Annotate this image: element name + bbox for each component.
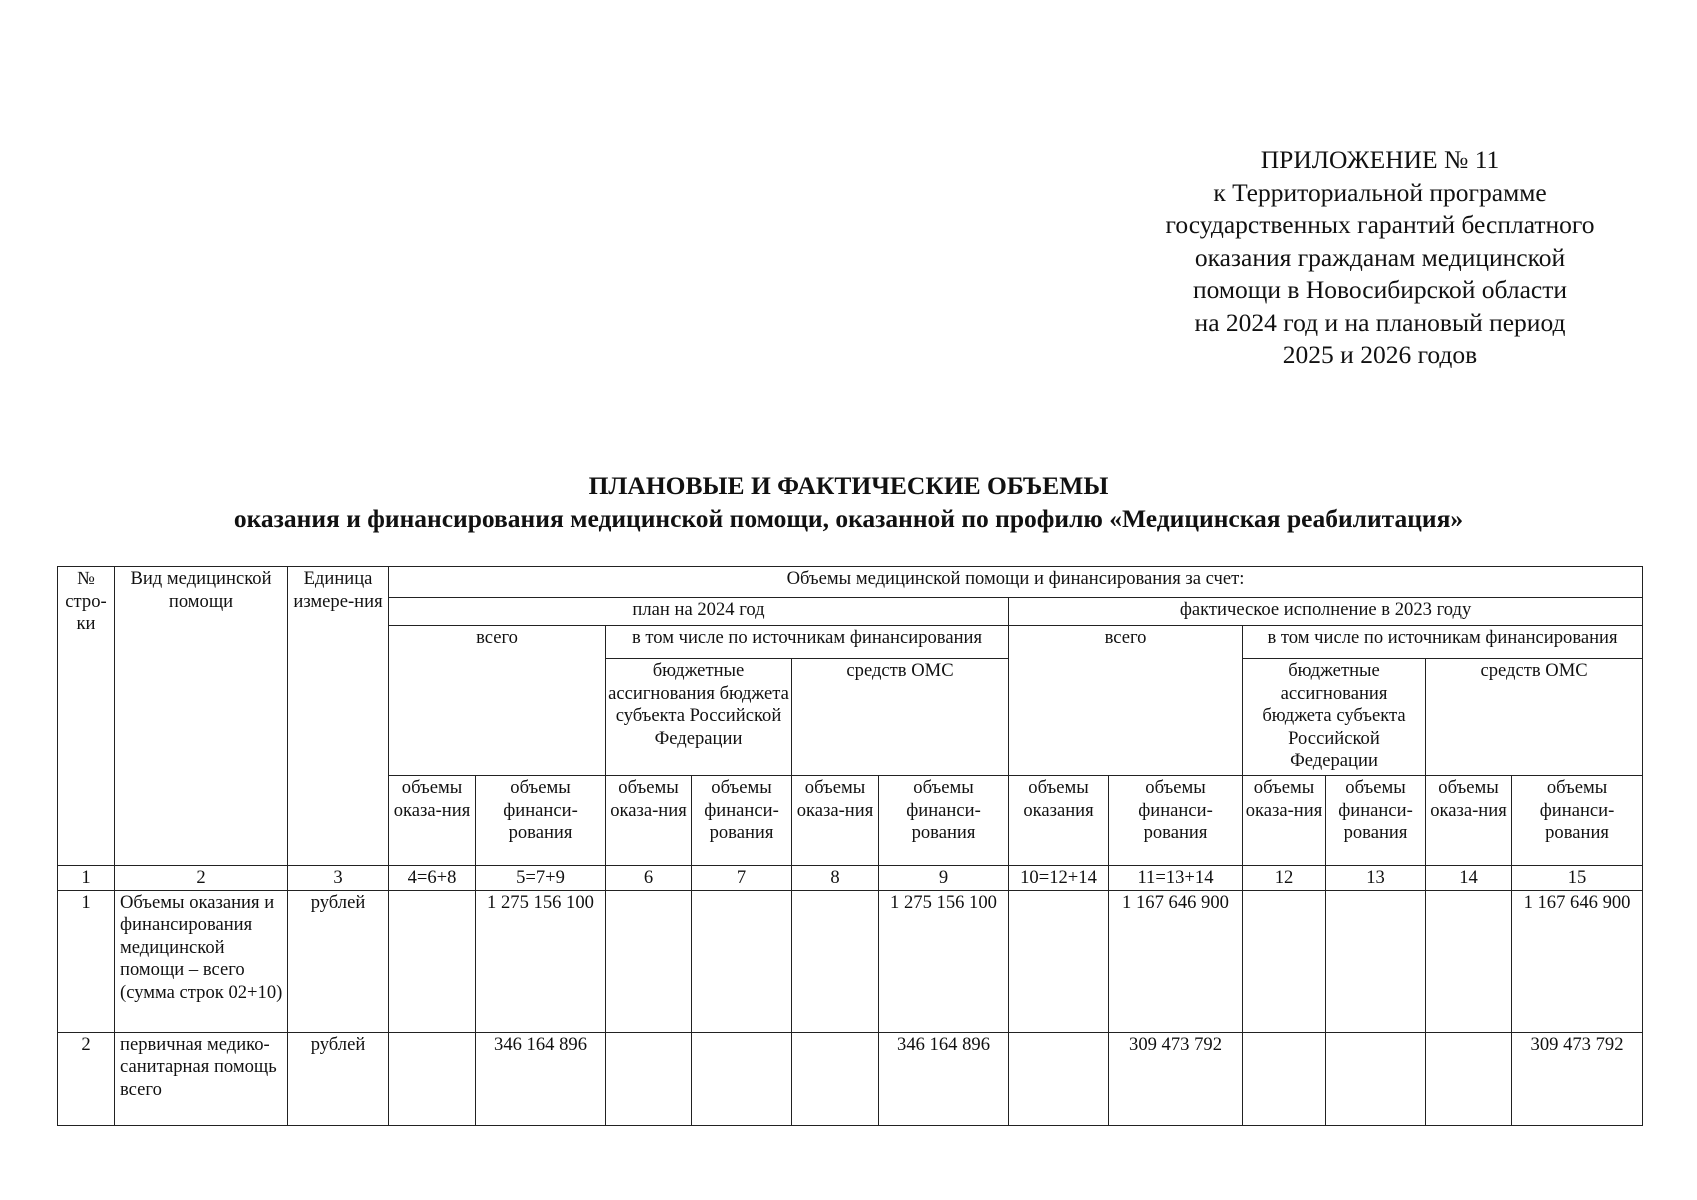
value-cell: 1 167 646 900 — [1512, 890, 1643, 1032]
column-number: 3 — [288, 866, 389, 891]
row-number: 1 — [58, 890, 115, 1032]
header-actual-total: всего — [1009, 626, 1243, 776]
column-number: 5=7+9 — [476, 866, 606, 891]
column-number: 7 — [692, 866, 792, 891]
value-cell — [1243, 890, 1326, 1032]
header-fin: объемы финанси-рования — [879, 776, 1009, 866]
header-plan-total: всего — [389, 626, 606, 776]
care-type-cell: Объемы оказания и финансирования медицинской помощи – всего (сумма строк 02+10) — [115, 890, 288, 1032]
header-vol: объемы оказа-ния — [1426, 776, 1512, 866]
value-cell — [692, 1032, 792, 1125]
appendix-line: оказания гражданам медицинской — [1194, 242, 1566, 272]
title-line-2: оказания и финансирования медицинской помощи, оказанной по профилю «Медицинская реабилитация» — [233, 504, 1464, 533]
header-actual-by-sources: в том числе по источникам финансирования — [1243, 626, 1643, 659]
header-vol: объемы оказа-ния — [606, 776, 692, 866]
value-cell — [1326, 1032, 1426, 1125]
value-cell — [606, 890, 692, 1032]
header-plan-by-sources: в том числе по источникам финансирования — [606, 626, 1009, 659]
header-actual: фактическое исполнение в 2023 году — [1009, 598, 1643, 626]
table-row — [58, 890, 1643, 1032]
unit-cell: рублей — [288, 890, 389, 1032]
header-actual-oms: средств ОМС — [1426, 659, 1643, 776]
care-type-cell: первичная медико-санитарная помощь всего — [115, 1032, 288, 1125]
column-number: 14 — [1426, 866, 1512, 891]
header-volumes-group: Объемы медицинской помощи и финансирования за счет: — [389, 567, 1643, 598]
header-fin: объемы финанси-рования — [1326, 776, 1426, 866]
value-cell — [792, 1032, 879, 1125]
value-cell — [1009, 1032, 1109, 1125]
appendix-line: государственных гарантий бесплатного — [1165, 210, 1595, 239]
value-cell — [1243, 1032, 1326, 1125]
header-actual-budget: бюджетные ассигнования бюджета субъекта Российской Федерации — [1243, 659, 1426, 776]
header-plan: план на 2024 год — [389, 598, 1009, 626]
value-cell: 1 167 646 900 — [1109, 890, 1243, 1032]
table-row — [58, 1032, 1643, 1125]
header-fin: объемы финанси-рования — [1512, 776, 1643, 866]
header-vol: объемы оказания — [1009, 776, 1109, 866]
value-cell: 309 473 792 — [1109, 1032, 1243, 1125]
unit-cell: рублей — [288, 1032, 389, 1125]
value-cell — [1426, 890, 1512, 1032]
header-plan-oms: средств ОМС — [792, 659, 1009, 776]
column-number: 4=6+8 — [389, 866, 476, 891]
column-number: 9 — [879, 866, 1009, 891]
value-cell: 1 275 156 100 — [879, 890, 1009, 1032]
header-plan-budget: бюджетные ассигнования бюджета субъекта Российской Федерации — [606, 659, 792, 776]
appendix-line: ПРИЛОЖЕНИЕ № 11 — [1260, 145, 1500, 174]
column-number: 13 — [1326, 866, 1426, 891]
value-cell: 309 473 792 — [1512, 1032, 1643, 1125]
appendix-line: помощи в Новосибирской области — [1192, 275, 1568, 304]
value-cell — [1009, 890, 1109, 1032]
column-number: 2 — [115, 866, 288, 891]
document-title — [0, 469, 1697, 535]
value-cell: 346 164 896 — [879, 1032, 1009, 1125]
column-number: 11=13+14 — [1109, 866, 1243, 891]
header-vol: объемы оказа-ния — [389, 776, 476, 866]
value-cell: 346 164 896 — [476, 1032, 606, 1125]
value-cell — [389, 890, 476, 1032]
column-number: 15 — [1512, 866, 1643, 891]
header-row-no: № стро-ки — [58, 567, 115, 866]
column-number: 8 — [792, 866, 879, 891]
value-cell — [1326, 890, 1426, 1032]
value-cell: 1 275 156 100 — [476, 890, 606, 1032]
column-number: 6 — [606, 866, 692, 891]
column-number: 12 — [1243, 866, 1326, 891]
header-unit: Единица измере-ния — [288, 567, 389, 866]
appendix-line: к Территориальной программе — [1213, 177, 1547, 207]
column-number: 10=12+14 — [1009, 866, 1109, 891]
row-number: 2 — [58, 1032, 115, 1125]
value-cell — [606, 1032, 692, 1125]
header-vol: объемы оказа-ния — [1243, 776, 1326, 866]
header-fin: объемы финанси-рования — [1109, 776, 1243, 866]
appendix-line: на 2024 год и на плановый период — [1194, 307, 1566, 337]
header-vol: объемы оказа-ния — [792, 776, 879, 866]
appendix-header — [1140, 144, 1620, 372]
value-cell — [389, 1032, 476, 1125]
appendix-line: 2025 и 2026 годов — [1282, 340, 1478, 369]
column-number: 1 — [58, 866, 115, 891]
header-fin: объемы финанси-рования — [692, 776, 792, 866]
header-care-type: Вид медицинской помощи — [115, 567, 288, 866]
value-cell — [1426, 1032, 1512, 1125]
header-fin: объемы финанси-рования — [476, 776, 606, 866]
value-cell — [792, 890, 879, 1032]
value-cell — [692, 890, 792, 1032]
title-line-1: ПЛАНОВЫЕ И ФАКТИЧЕСКИЕ ОБЪЕМЫ — [588, 471, 1109, 500]
volumes-table — [57, 566, 1643, 1126]
column-numbers-row — [58, 866, 1643, 891]
